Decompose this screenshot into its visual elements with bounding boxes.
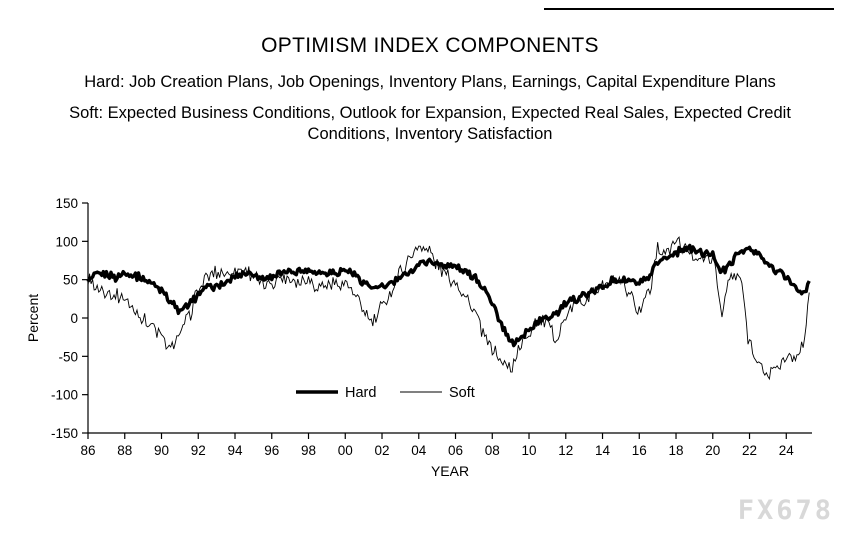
x-tick-label: 08: [484, 443, 500, 458]
y-tick-label: -50: [58, 349, 78, 365]
x-axis-label: YEAR: [430, 463, 470, 479]
x-tick-label: 24: [778, 443, 794, 458]
x-axis-ticks: [80, 433, 794, 458]
chart-legend: [296, 385, 475, 401]
soft-components-subtitle: Soft: Expected Business Conditions, Outlook for Expansion, Expected Real Sales, Expected Credit Conditions, Inventory Satisfaction: [69, 104, 791, 144]
y-tick-label: 150: [55, 196, 78, 211]
y-tick-label: 100: [55, 234, 78, 250]
x-tick-label: 20: [705, 443, 721, 458]
top-divider: [544, 8, 834, 10]
series-line-soft: [88, 237, 809, 379]
x-tick-label: 86: [80, 443, 96, 458]
y-tick-label: 50: [62, 272, 78, 288]
x-tick-label: 16: [631, 443, 647, 458]
page-title: OPTIMISM INDEX COMPONENTS: [261, 34, 599, 57]
watermark: FX678: [737, 495, 834, 526]
x-tick-label: 92: [190, 443, 206, 458]
x-tick-label: 10: [521, 443, 537, 458]
x-tick-label: 04: [411, 443, 427, 458]
optimism-index-chart: [0, 185, 860, 495]
chart-area: [0, 185, 860, 495]
x-tick-label: 98: [300, 443, 317, 458]
x-tick-label: 06: [447, 443, 464, 458]
x-tick-label: 12: [558, 443, 574, 458]
hard-components-subtitle: Hard: Job Creation Plans, Job Openings, Inventory Plans, Earnings, Capital Expenditure Plans: [84, 73, 776, 91]
y-axis-label: Percent: [25, 293, 41, 343]
x-tick-label: 02: [374, 443, 390, 458]
x-tick-label: 96: [264, 443, 280, 458]
legend-label-hard: Hard: [345, 385, 377, 401]
title-block: [0, 34, 860, 155]
x-tick-label: 90: [153, 443, 170, 458]
y-tick-label: -150: [50, 426, 78, 441]
x-tick-label: 00: [337, 443, 353, 458]
series-line-hard: [88, 245, 809, 345]
x-tick-label: 22: [742, 443, 758, 458]
x-tick-label: 18: [668, 443, 684, 458]
y-tick-label: 0: [70, 311, 78, 326]
legend-label-soft: Soft: [449, 385, 475, 401]
y-axis-ticks: [51, 196, 88, 441]
y-tick-label: -100: [50, 387, 78, 403]
x-tick-label: 94: [227, 443, 243, 458]
x-tick-label: 14: [595, 443, 611, 458]
x-tick-label: 88: [117, 443, 133, 458]
